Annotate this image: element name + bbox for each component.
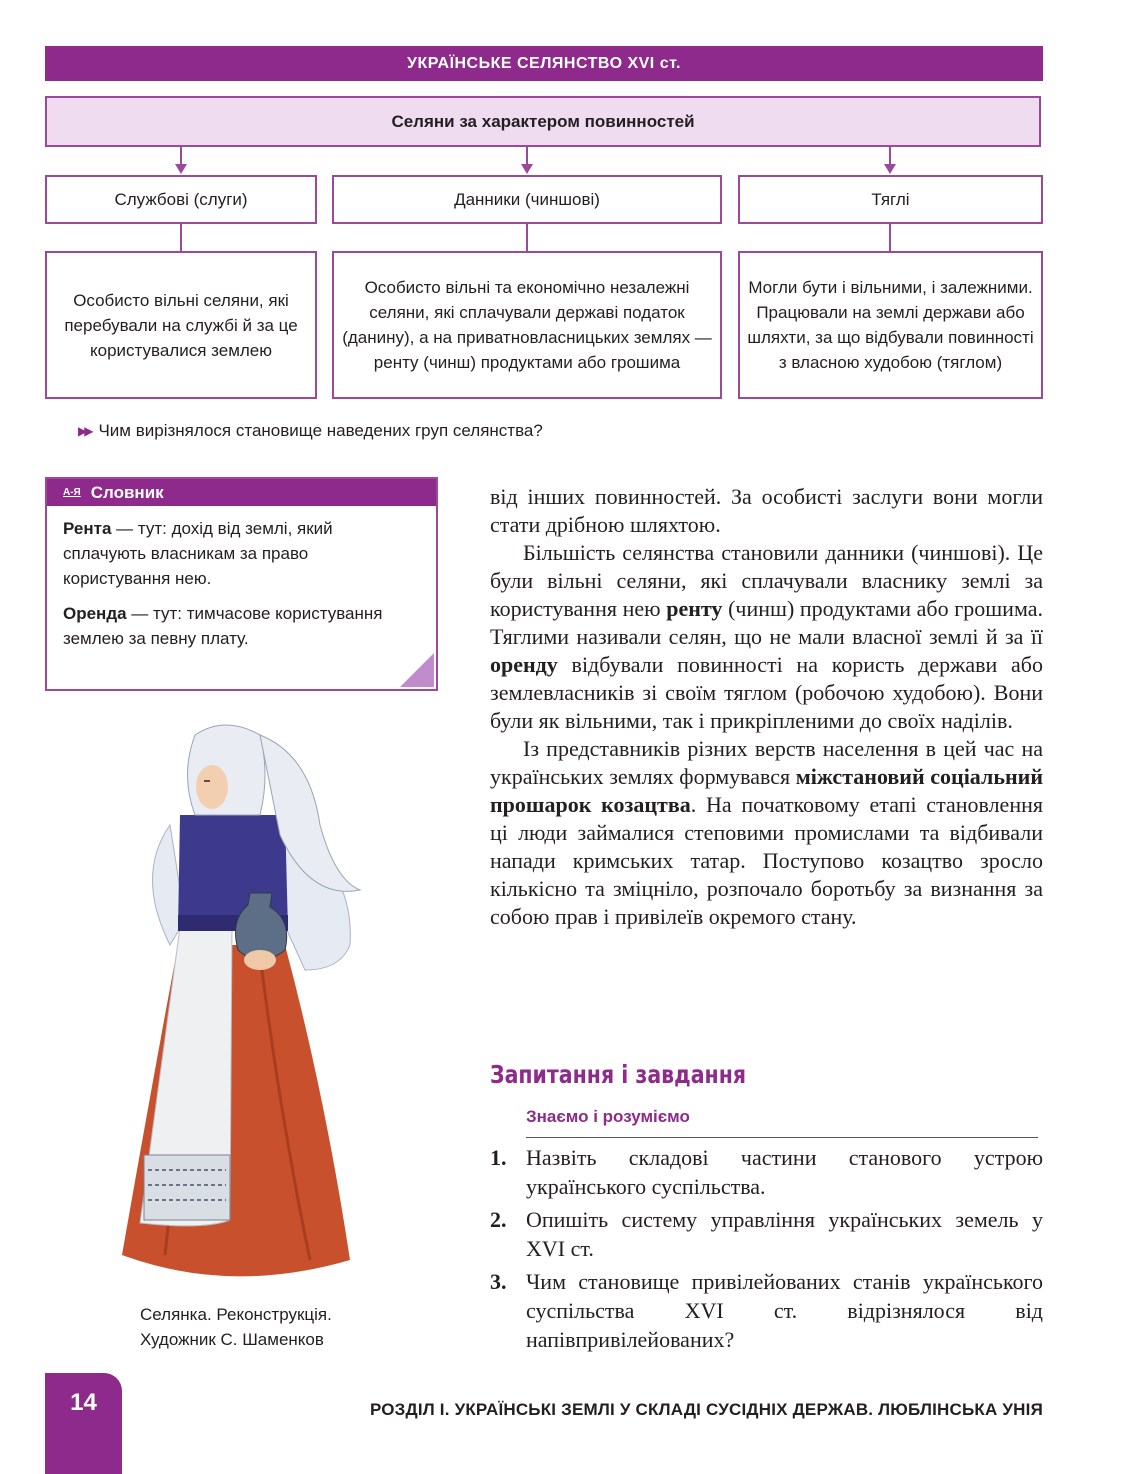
paragraph [490, 735, 1043, 931]
glossary-header [47, 479, 436, 506]
dictionary-icon: А-Я [63, 487, 81, 498]
category-draft: Тяглі [738, 175, 1043, 224]
question-text: Назвіть складові частини станового устрою українського суспільства. [526, 1145, 1043, 1199]
term-rent: ренту [666, 596, 723, 621]
text-run: (чинш) продуктами або грошима. Тяглими називали селян, що не мали власної землі й за її [490, 596, 1043, 649]
double-arrow-icon: ▶▶ [78, 424, 91, 438]
question-text: Чим вирізнялося становище наведених груп селянства? [98, 421, 543, 440]
connector-line [889, 147, 891, 164]
term-cossacks: міжстановий соціальний прошарок козацтва [490, 764, 1044, 817]
illustration-caption [140, 1302, 332, 1352]
glossary-title: Словник [90, 482, 164, 502]
glossary-entry [63, 601, 420, 651]
paragraph: від інших повинностей. За особисті заслуги вони могли стати дрібною шляхтою. [490, 484, 1043, 537]
glossary-box [45, 477, 438, 691]
glossary-term: Оренда [63, 604, 127, 623]
paragraph [490, 539, 1043, 735]
connector-line [526, 224, 528, 252]
connector-line [180, 147, 182, 164]
connector-line [180, 224, 182, 252]
arrow-down-icon [175, 164, 187, 174]
term-lease: оренду [490, 652, 558, 677]
description-draft: Могли бути і вільними, і залежними. Працювали на землі держави або шляхти, за що відбували повинності з власною худобою (тяглом) [738, 251, 1043, 399]
page-number: 14 [45, 1373, 122, 1474]
divider [526, 1137, 1038, 1138]
glossary-definition: — тут: дохід від землі, який сплачують власникам за право користування нею. [63, 519, 333, 588]
diagram-title: УКРАЇНСЬКЕ СЕЛЯНСТВО XVI ст. [45, 46, 1043, 81]
list-item [490, 1143, 1043, 1201]
section-title: Запитання і завдання [490, 1060, 747, 1089]
glossary-definition: — тут: тимчасове користування землею за певну плату. [63, 604, 383, 648]
question-number: 1. [490, 1145, 507, 1170]
category-service: Службові (слуги) [45, 175, 317, 224]
description-tributary: Особисто вільні та економічно незалежні селяни, які сплачували державі податок (данину), а на приватновласницьких землях — ренту (чинш) продуктами або грошима [332, 251, 722, 399]
connector-line [526, 147, 528, 164]
diagram-subtitle: Селяни за характером повинностей [45, 96, 1041, 147]
text-run: . На початковому етапі становлення ці люди займалися степовими промислами та відбивали напади кримських татар. Поступово козацтво зросло кількісно та зміцніло, розпочало боротьбу за визнання за собою прав і привілеїв окремого стану. [490, 792, 1043, 929]
description-service: Особисто вільні селяни, які перебували на службі й за це користувалися землею [45, 251, 317, 399]
main-text [490, 483, 1043, 931]
corner-decoration [400, 653, 434, 687]
arrow-down-icon [884, 164, 896, 174]
text-run: відбували повинності на користь держави або землевласників зі своїм тяглом (робочою худобою). Вони були як вільними, так і прикріпленими до своїх наділів. [490, 652, 1043, 733]
connector-line [889, 224, 891, 252]
subsection-title: Знаємо і розуміємо [526, 1107, 690, 1126]
category-tributary: Данники (чиншові) [332, 175, 722, 224]
glossary-term: Рента [63, 519, 112, 538]
caption-line: Художник С. Шаменков [140, 1330, 324, 1349]
question-number: 2. [490, 1207, 507, 1232]
peasant-woman-illustration [110, 715, 370, 1290]
question-number: 3. [490, 1269, 507, 1294]
list-item [490, 1205, 1043, 1263]
glossary-entry [63, 516, 420, 591]
list-item [490, 1267, 1043, 1354]
text-run: Із представників різних верств населення в цей час на українських землях формувався [490, 736, 1043, 789]
question-list [490, 1143, 1043, 1358]
question-text: Опишіть систему управління українських земель у XVI ст. [526, 1207, 1043, 1261]
text-run: Більшість селянства становили данники (чиншові). Це були вільні селяни, які сплачували власнику землі за користування нею [490, 540, 1043, 621]
chapter-title: РОЗДІЛ І. УКРАЇНСЬКІ ЗЕМЛІ У СКЛАДІ СУСІДНІХ ДЕРЖАВ. ЛЮБЛІНСЬКА УНІЯ [369, 1400, 1043, 1419]
diagram-question [78, 421, 543, 441]
question-text: Чим становище привілейованих станів українського суспільства XVI ст. відрізнялося від напівпривілейованих? [526, 1269, 1043, 1352]
arrow-down-icon [521, 164, 533, 174]
caption-line: Селянка. Реконструкція. [140, 1305, 332, 1324]
